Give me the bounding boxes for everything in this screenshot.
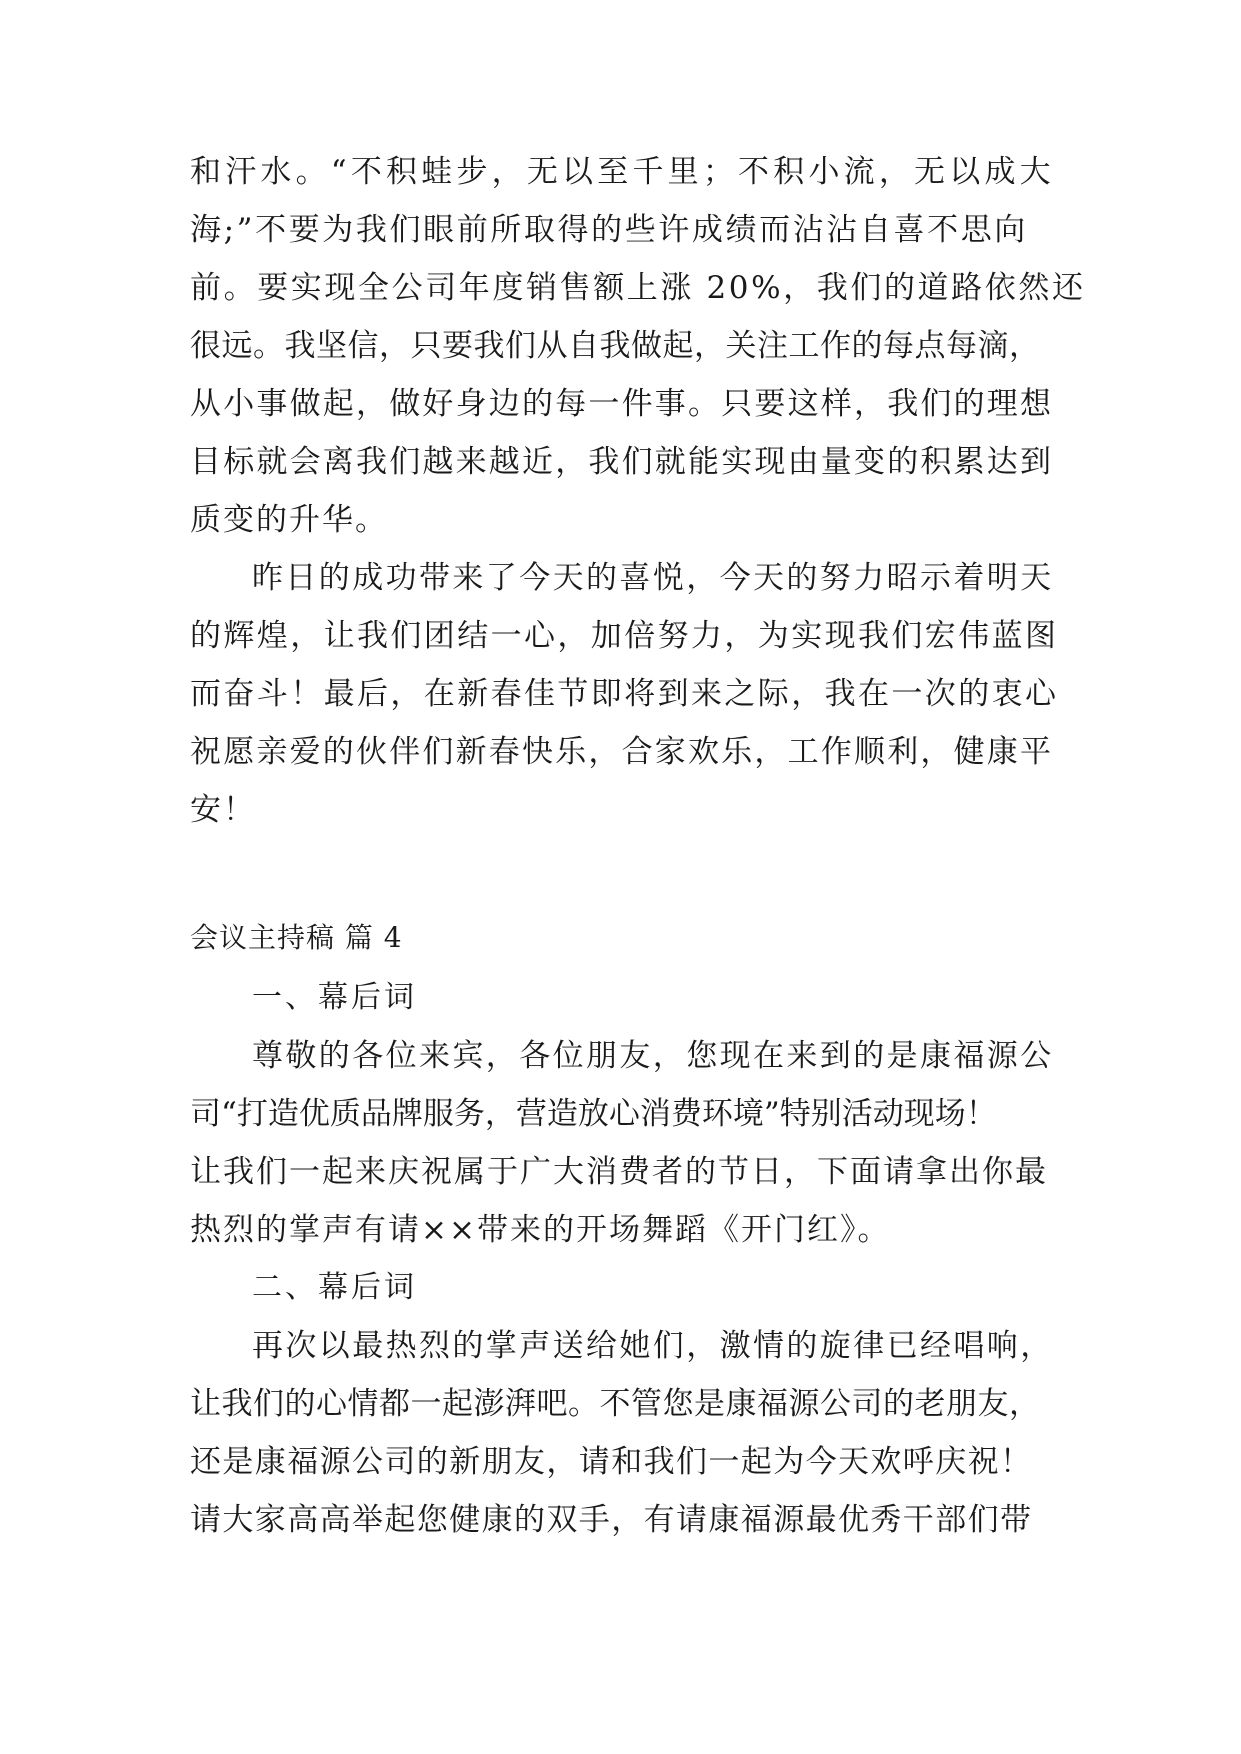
paragraph-line: 尊敬的各位来宾，各位朋友，您现在来到的是康福源公 [252, 1038, 1054, 1074]
paragraph-line: 司“打造优质品牌服务，营造放心消费环境”特别活动现场！ [190, 1096, 997, 1132]
paragraph-line: 安！ [190, 792, 256, 828]
paragraph-line: 还是康福源公司的新朋友，请和我们一起为今天欢呼庆祝！ [190, 1444, 1033, 1480]
paragraph-line: 目标就会离我们越来越近，我们就能实现由量变的积累达到 [190, 444, 1054, 480]
paragraph-line: 的辉煌，让我们团结一心，加倍努力，为实现我们宏伟蓝图 [190, 618, 1059, 654]
paragraph-line: 从小事做起，做好身边的每一件事。只要这样，我们的理想 [190, 386, 1054, 422]
paragraph-line: 和汗水。“不积蛙步，无以至千里；不积小流，无以成大 [190, 154, 1055, 190]
paragraph-line: 让我们的心情都一起澎湃吧。不管您是康福源公司的老朋友， [190, 1386, 1041, 1422]
paragraph-line: 而奋斗！最后，在新春佳节即将到来之际，我在一次的衷心 [190, 676, 1059, 712]
paragraph-line: 质变的升华。 [190, 502, 388, 538]
section-title: 会议主持稿 篇 4 [190, 921, 403, 954]
paragraph-line: 请大家高高举起您健康的双手，有请康福源最优秀干部们带 [190, 1502, 1033, 1538]
paragraph-line: 海;”不要为我们眼前所取得的些许成绩而沾沾自喜不思向 [190, 212, 1028, 248]
paragraph-line: 让我们一起来庆祝属于广大消费者的节日，下面请拿出你最 [190, 1154, 1048, 1190]
paragraph-line: 热烈的掌声有请××带来的开场舞蹈《开门红》。 [190, 1212, 891, 1248]
paragraph-line: 再次以最热烈的掌声送给她们，激情的旋律已经唱响， [252, 1328, 1054, 1364]
paragraph-line: 前。要实现全公司年度销售额上涨 20%，我们的道路依然还 [190, 270, 1086, 306]
subheading: 一、幕后词 [252, 980, 417, 1015]
paragraph-line: 祝愿亲爱的伙伴们新春快乐，合家欢乐，工作顺利，健康平 [190, 734, 1054, 770]
paragraph-line: 很远。我坚信，只要我们从自我做起，关注工作的每点每滴， [190, 328, 1041, 364]
paragraph-line: 昨日的成功带来了今天的喜悦，今天的努力昭示着明天 [252, 560, 1054, 596]
subheading: 二、幕后词 [252, 1270, 417, 1305]
